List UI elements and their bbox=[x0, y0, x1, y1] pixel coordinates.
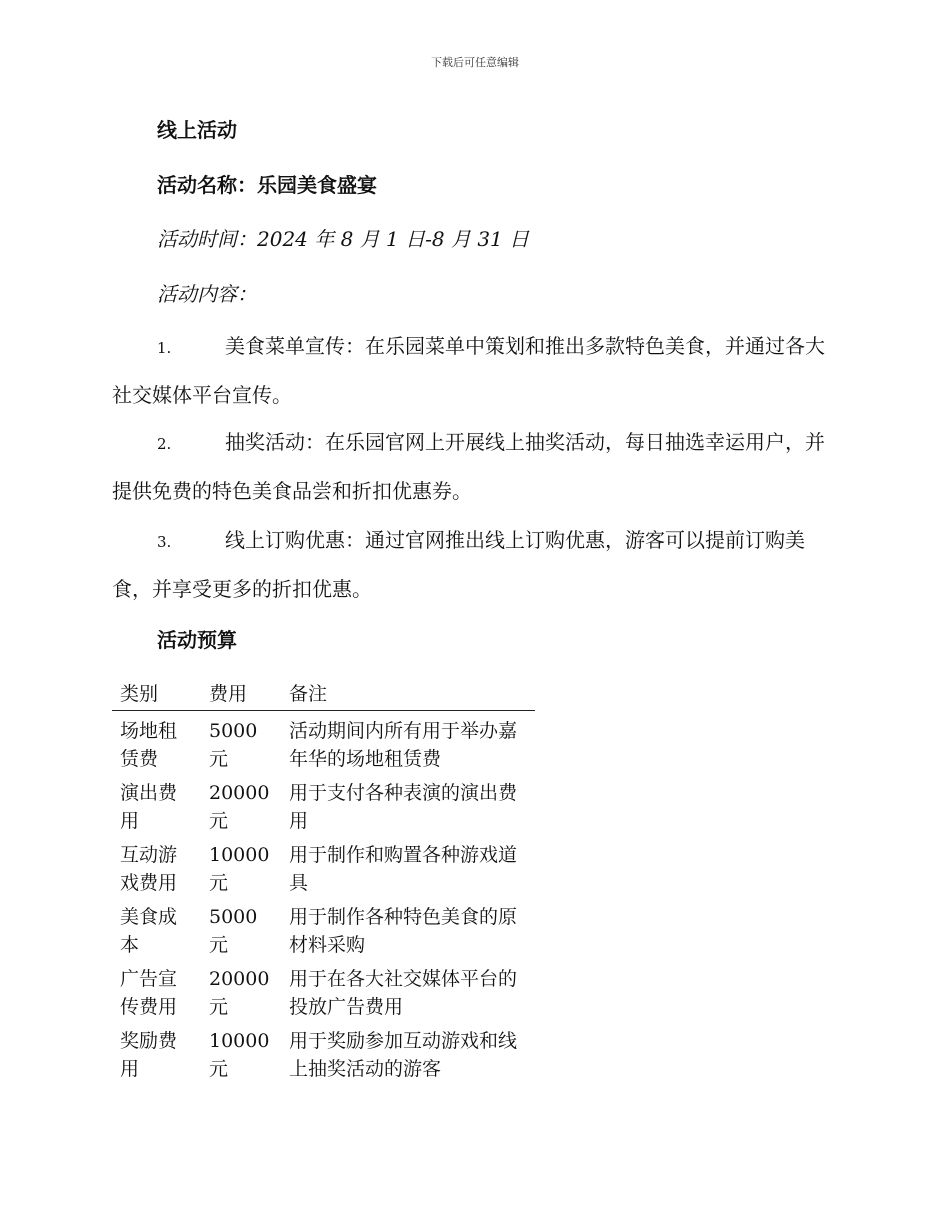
cell-cost: 10000 元 bbox=[209, 844, 270, 894]
budget-table bbox=[112, 676, 535, 1083]
table-row bbox=[112, 835, 535, 897]
cell-cost: 5000 元 bbox=[209, 720, 258, 770]
list-item-number: 3. bbox=[157, 533, 172, 551]
column-header-category: 类别 bbox=[112, 676, 201, 711]
table-row bbox=[112, 959, 535, 1021]
list-item bbox=[112, 419, 842, 515]
cell-notes: 用于制作各种特色美食的原材料采购 bbox=[289, 906, 518, 956]
list-item-text: 线上订购优惠：通过官网推出线上订购优惠，游客可以提前订购美食，并享受更多的折扣优惠。 bbox=[112, 528, 805, 601]
list-item-number: 1. bbox=[157, 339, 172, 357]
activity-name: 活动名称：乐园美食盛宴 bbox=[157, 173, 377, 197]
cell-category: 互动游戏费用 bbox=[120, 844, 178, 894]
cell-notes: 用于奖励参加互动游戏和线上抽奖活动的游客 bbox=[289, 1030, 518, 1080]
cell-cost: 5000 元 bbox=[209, 906, 258, 956]
cell-category: 奖励费用 bbox=[120, 1030, 178, 1080]
cell-category: 广告宣传费用 bbox=[120, 968, 178, 1018]
activity-time: 活动时间：2024 年 8 月 1 日-8 月 31 日 bbox=[157, 227, 530, 251]
cell-cost: 20000 元 bbox=[209, 968, 270, 1018]
table-row bbox=[112, 773, 535, 835]
cell-category: 场地租赁费 bbox=[120, 720, 178, 770]
list-item-number: 2. bbox=[157, 435, 172, 453]
cell-category: 演出费用 bbox=[120, 782, 178, 832]
activity-content-label: 活动内容： bbox=[157, 282, 257, 306]
table-row bbox=[112, 711, 535, 774]
table-header-row bbox=[112, 676, 535, 711]
cell-notes: 活动期间内所有用于举办嘉年华的场地租赁费 bbox=[289, 720, 518, 770]
cell-cost: 20000 元 bbox=[209, 782, 270, 832]
list-item-text: 美食菜单宣传：在乐园菜单中策划和推出多款特色美食，并通过各大社交媒体平台宣传。 bbox=[112, 334, 825, 407]
cell-notes: 用于制作和购置各种游戏道具 bbox=[289, 844, 518, 894]
section-title-online: 线上活动 bbox=[157, 118, 237, 142]
cell-category: 美食成本 bbox=[120, 906, 178, 956]
budget-title: 活动预算 bbox=[157, 628, 237, 652]
list-item bbox=[112, 323, 842, 419]
cell-notes: 用于支付各种表演的演出费用 bbox=[289, 782, 518, 832]
list-item-text: 抽奖活动：在乐园官网上开展线上抽奖活动，每日抽选幸运用户，并提供免费的特色美食品尝和折扣优惠券。 bbox=[112, 430, 825, 503]
page-header-note: 下载后可任意编辑 bbox=[431, 56, 519, 69]
table-row bbox=[112, 1021, 535, 1083]
table-row bbox=[112, 897, 535, 959]
column-header-cost: 费用 bbox=[201, 676, 281, 711]
column-header-notes: 备注 bbox=[281, 676, 535, 711]
cell-notes: 用于在各大社交媒体平台的投放广告费用 bbox=[289, 968, 518, 1018]
cell-cost: 10000 元 bbox=[209, 1030, 270, 1080]
list-item bbox=[112, 517, 842, 613]
